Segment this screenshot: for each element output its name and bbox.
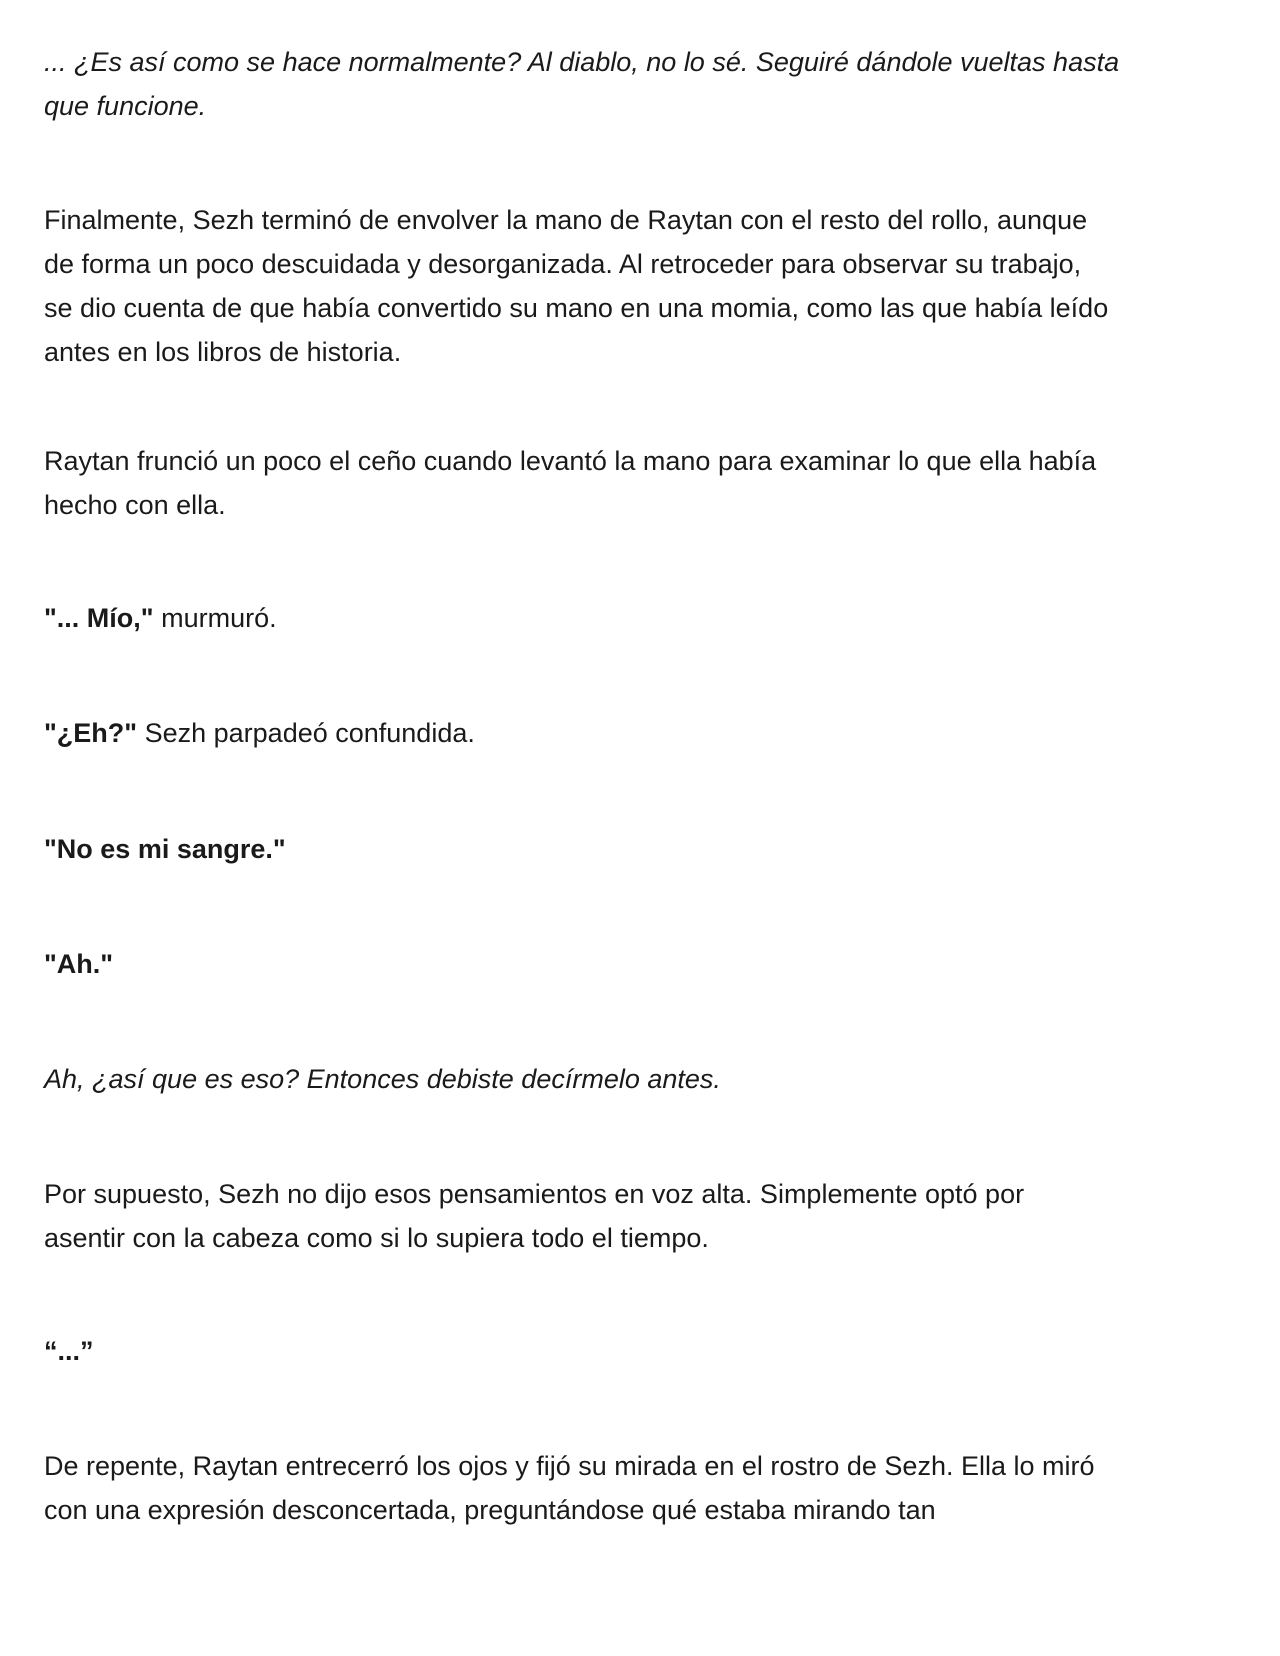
dialogue-quote: "... Mío," bbox=[44, 603, 154, 633]
paragraph-inner-thought bbox=[44, 1057, 1244, 1101]
text-line: de forma un poco descuidada y desorganizada. Al retroceder para observar su trabajo, bbox=[44, 249, 1082, 279]
paragraph-dialogue bbox=[44, 1329, 1244, 1373]
paragraph-dialogue bbox=[44, 711, 1244, 755]
dialogue-quote: "No es mi sangre." bbox=[44, 834, 286, 864]
text-line: De repente, Raytan entrecerró los ojos y fijó su mirada en el rostro de Sezh. Ella lo miró bbox=[44, 1451, 1095, 1481]
text-line: se dio cuenta de que había convertido su mano en una momia, como las que había leído bbox=[44, 293, 1109, 323]
paragraph-narration bbox=[44, 1444, 1244, 1532]
paragraph-narration bbox=[44, 1172, 1244, 1260]
text-line bbox=[44, 711, 1244, 755]
text-line: asentir con la cabeza como si lo supiera todo el tiempo. bbox=[44, 1223, 709, 1253]
text-line: con una expresión desconcertada, preguntándose qué estaba mirando tan bbox=[44, 1495, 936, 1525]
text-line: Ah, ¿así que es eso? Entonces debiste decírmelo antes. bbox=[44, 1064, 721, 1094]
paragraph-dialogue bbox=[44, 942, 1244, 986]
dialogue-quote: "¿Eh?" bbox=[44, 718, 138, 748]
dialogue-quote: “...” bbox=[44, 1336, 94, 1366]
paragraph-inner-thought bbox=[44, 40, 1244, 128]
text-line: hecho con ella. bbox=[44, 490, 226, 520]
text-line: antes en los libros de historia. bbox=[44, 337, 402, 367]
paragraph-narration bbox=[44, 198, 1244, 374]
paragraph-narration bbox=[44, 439, 1244, 527]
dialogue-tag: Sezh parpadeó confundida. bbox=[137, 718, 475, 748]
text-line bbox=[44, 596, 1244, 640]
paragraph-dialogue bbox=[44, 596, 1244, 640]
dialogue-tag: murmuró. bbox=[153, 603, 277, 633]
text-line: Raytan frunció un poco el ceño cuando levantó la mano para examinar lo que ella había bbox=[44, 446, 1097, 476]
text-line: Por supuesto, Sezh no dijo esos pensamientos en voz alta. Simplemente optó por bbox=[44, 1179, 1025, 1209]
paragraph-dialogue bbox=[44, 827, 1244, 871]
text-line: Finalmente, Sezh terminó de envolver la mano de Raytan con el resto del rollo, aunque bbox=[44, 205, 1088, 235]
dialogue-quote: "Ah." bbox=[44, 949, 114, 979]
text-line: ... ¿Es así como se hace normalmente? Al diablo, no lo sé. Seguiré dándole vueltas hasta bbox=[44, 47, 1120, 77]
text-line: que funcione. bbox=[44, 91, 207, 121]
